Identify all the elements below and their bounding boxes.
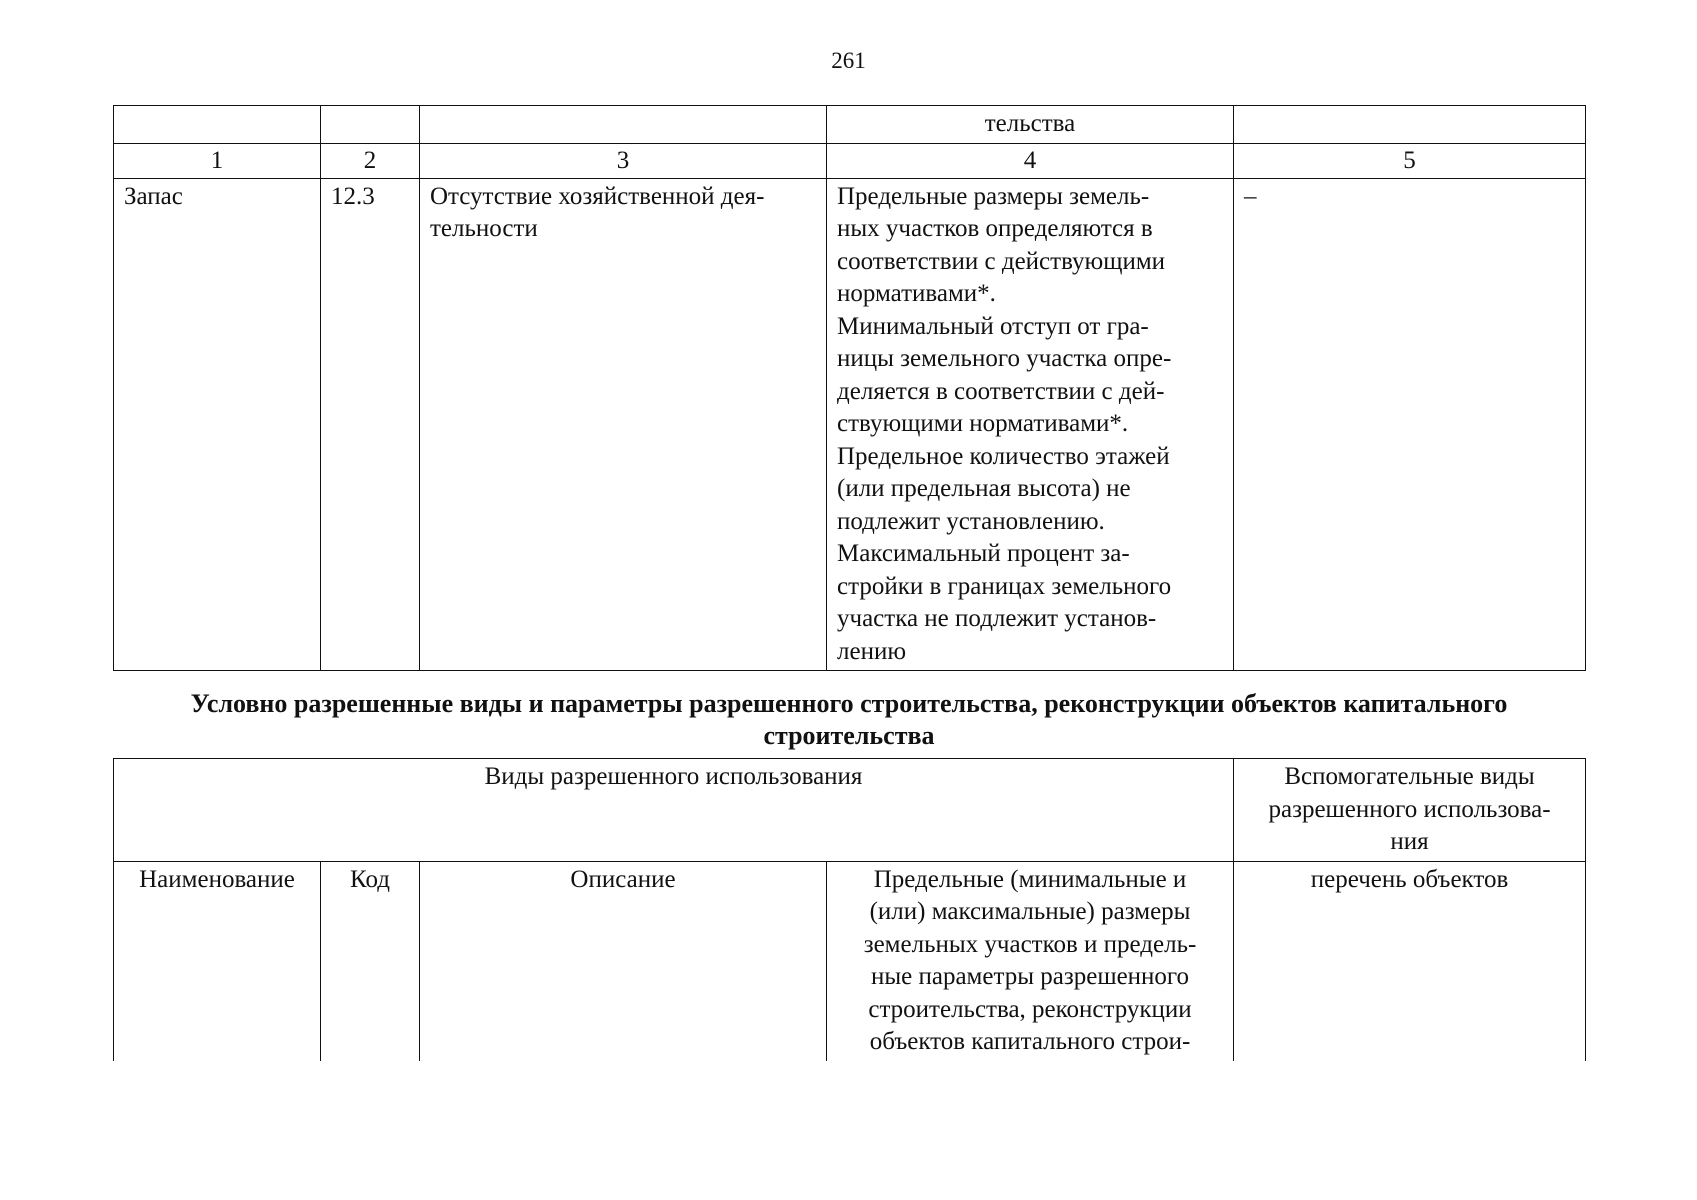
header-description: Описание <box>420 861 827 1061</box>
header-name: Наименование <box>114 861 321 1061</box>
continuation-cell-2 <box>321 106 420 144</box>
section-heading: Условно разрешенные виды и параметры разрешенного строительства, реконструкции объектов капитального строительства <box>190 689 1508 750</box>
header-object-list: перечень объектов <box>1234 861 1586 1061</box>
page-number: 261 <box>831 48 866 73</box>
use-description-cell: Отсутствие хозяйственной дея- тельности <box>420 178 827 671</box>
use-code-cell: 12.3 <box>321 178 420 671</box>
column-number: 2 <box>321 143 420 178</box>
continuation-cell-4: тельства <box>827 106 1234 144</box>
table-subheader-row <box>114 861 1586 1061</box>
header-parameters: Предельные (минимальные и (или) максимальные) размеры земельных участков и предель- ные параметры разрешенного строительства, реконструкции объектов капитального строи- <box>827 861 1234 1061</box>
continuation-cell-3 <box>420 106 827 144</box>
conditional-uses-table <box>113 758 1586 1061</box>
header-auxiliary-uses: Вспомогательные виды разрешенного использова- ния <box>1234 759 1586 862</box>
auxiliary-uses-cell: – <box>1234 178 1586 671</box>
header-code: Код <box>321 861 420 1061</box>
column-number-row <box>114 143 1586 178</box>
continuation-cell-5 <box>1234 106 1586 144</box>
zoning-table-continued <box>113 105 1586 671</box>
column-number: 5 <box>1234 143 1586 178</box>
use-name-cell: Запас <box>114 178 321 671</box>
use-parameters-cell: Предельные размеры земель- ных участков определяются в соответствии с действующими нормативами*. Минимальный отступ от гра- ницы земельного участка опре- деляется в соответствии с дей- ствующими нормативами*. Предельное количество этажей (или предельная высота) не подлежит установлению. Максимальный процент за- стройки в границах земельного участка не подлежит установ- лению <box>827 178 1234 671</box>
continuation-row <box>114 106 1586 144</box>
table-row <box>114 178 1586 671</box>
column-number: 3 <box>420 143 827 178</box>
table-header-row <box>114 759 1586 862</box>
column-number: 4 <box>827 143 1234 178</box>
header-permitted-uses: Виды разрешенного использования <box>114 759 1234 862</box>
column-number: 1 <box>114 143 321 178</box>
continuation-cell-1 <box>114 106 321 144</box>
